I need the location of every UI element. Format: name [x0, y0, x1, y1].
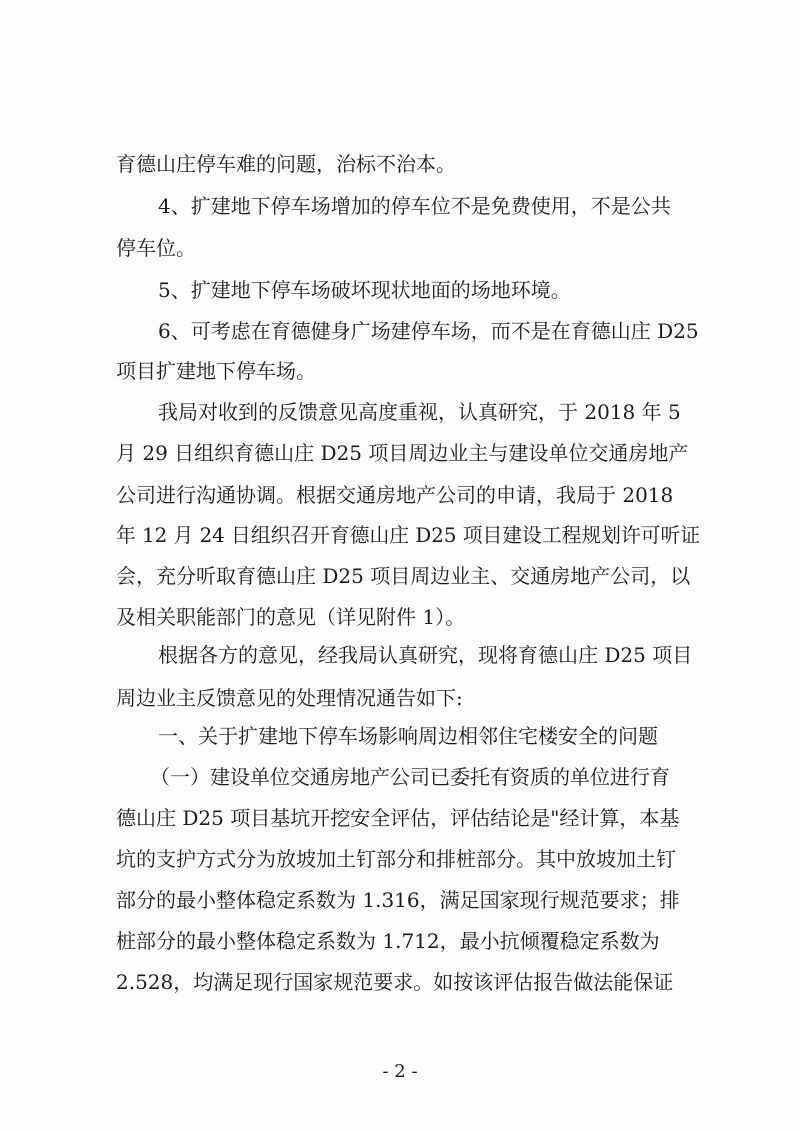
body-line: 5、扩建地下停车场破坏现状地面的场地环境。	[158, 278, 571, 302]
body-line: 我局对收到的反馈意见高度重视，认真研究，于 2018 年 5	[158, 400, 681, 424]
body-line: 项目扩建地下停车场。	[116, 359, 316, 383]
body-line: （一）建设单位交通房地产公司已委托有资质的单位进行育	[150, 765, 670, 789]
body-line: 育德山庄停车难的问题，治标不治本。	[116, 152, 456, 176]
body-line: 2.528，均满足现行国家规范要求。如按该评估报告做法能保证	[116, 970, 674, 994]
body-line: 会，充分听取育德山庄 D25 项目周边业主、交通房地产公司，以	[116, 564, 691, 588]
body-line: 公司进行沟通协调。根据交通房地产公司的申请，我局于 2018	[116, 483, 674, 507]
body-line: 周边业主反馈意见的处理情况通告如下:	[116, 686, 463, 710]
body-line: 部分的最小整体稳定系数为 1.316，满足国家现行规范要求；排	[116, 888, 680, 912]
body-line: 月 29 日组织育德山庄 D25 项目周边业主与建设单位交通房地产	[116, 441, 689, 465]
body-line: 根据各方的意见，经我局认真研究，现将育德山庄 D25 项目	[158, 643, 693, 667]
body-line: 年 12 月 24 日组织召开育德山庄 D25 项目建设工程规划许可听证	[116, 524, 701, 547]
body-line: 停车位。	[116, 236, 196, 260]
body-line: 6、可考虑在育德健身广场建停车场，而不是在育德山庄 D25	[158, 319, 699, 343]
body-line: 桩部分的最小整体稳定系数为 1.712，最小抗倾覆稳定系数为	[116, 929, 660, 953]
body-line: 4、扩建地下停车场增加的停车位不是免费使用，不是公共	[158, 194, 671, 218]
body-line: 及相关职能部门的意见（详见附件 1）。	[116, 605, 466, 629]
section-heading: 一、关于扩建地下停车场影响周边相邻住宅楼安全的问题	[158, 724, 658, 748]
page-number: - 2 -	[382, 1061, 418, 1082]
body-line: 德山庄 D25 项目基坑开挖安全评估，评估结论是"经计算，本基	[116, 806, 680, 830]
body-line: 坑的支护方式分为放坡加土钉部分和排桩部分。其中放坡加土钉	[116, 847, 676, 871]
